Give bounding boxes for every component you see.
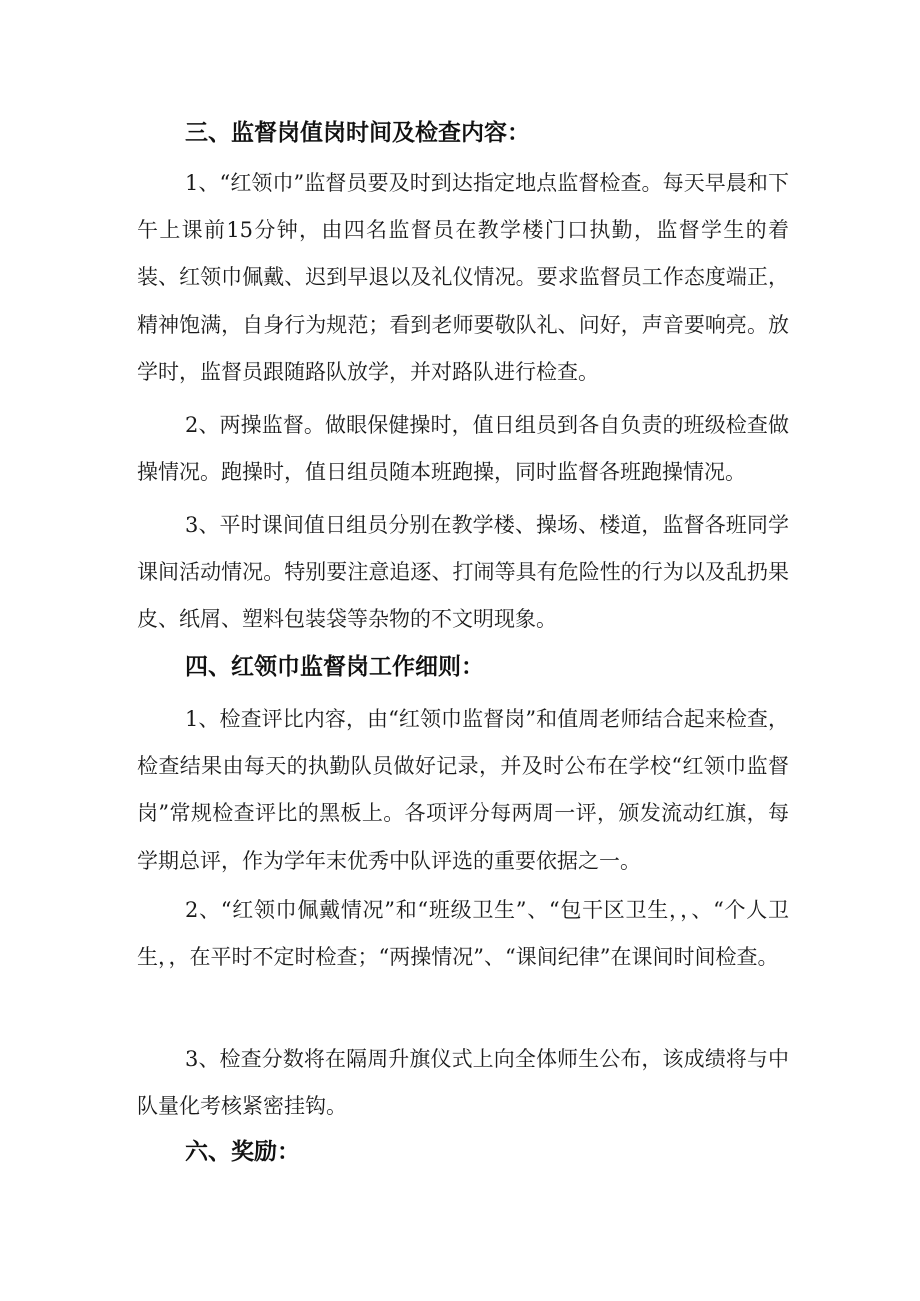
paragraph-inspection-items: 2、“红领巾佩戴情况”和“班级卫生”、“包干区卫生，，、“个人卫生，，在平时不定时检查；“两操情况”、“课间纪律”在课间时间检查。 [137,898,789,970]
paragraph-exercise-supervision: 2、两操监督。做眼保健操时，值日组员到各自负责的班级检查做操情况。跑操时，值日组员随本班跑操，同时监督各班跑操情况。 [137,413,789,485]
paragraph-evaluation-content: 1、检查评比内容，由“红领巾监督岗”和值周老师结合起来检查，检查结果由每天的执勤队员做好记录，并及时公布在学校“红领巾监督岗”常规检查评比的黑板上。各项评分每两周一评，颁发流动红旗，每学期总评，作为学年末优秀中队评选的重要依据之一。 [137,707,789,873]
section-heading-rewards: 六、奖励： [185,1139,300,1165]
paragraph-recess-supervision: 3、平时课间值日组员分别在教学楼、操场、楼道，监督各班同学课间活动情况。特别要注意追逐、打闹等具有危险性的行为以及乱扔果皮、纸屑、塑料包装袋等杂物的不文明现象。 [137,513,789,632]
section-heading-work-rules: 四、红领巾监督岗工作细则： [185,654,484,680]
paragraph-duty-inspection: 1、“红领巾”监督员要及时到达指定地点监督检查。每天早晨和下午上课前15分钟，由四名监督员在教学楼门口执勤，监督学生的着装、红领巾佩戴、迟到早退以及礼仪情况。要求监督员工作态度端正，精神饱满，自身行为规范；看到老师要敬队礼、问好，声音要响亮。放学时，监督员跟随路队放学，并对路队进行检查。 [137,171,789,384]
paragraph-score-announcement: 3、检查分数将在隔周升旗仪式上向全体师生公布，该成绩将与中队量化考核紧密挂钩。 [137,1047,789,1119]
section-heading-supervision-time: 三、监督岗值岗时间及检查内容： [185,120,530,146]
